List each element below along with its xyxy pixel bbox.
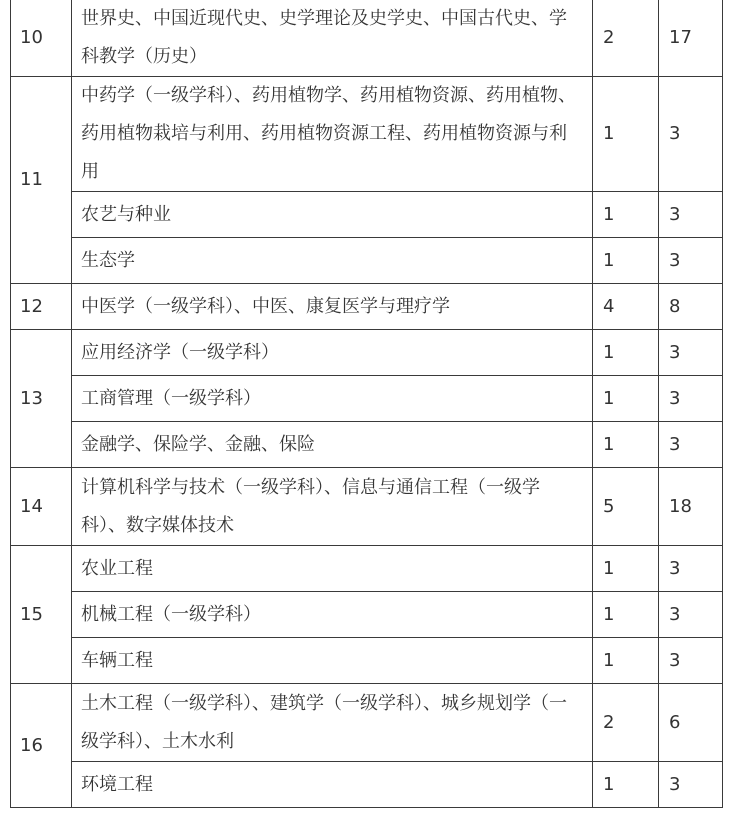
table-row [11, 376, 723, 422]
table-row [11, 238, 723, 284]
count-b-cell: 3 [659, 238, 723, 284]
subject-cell: 中药学（一级学科）、药用植物学、药用植物资源、药用植物、药用植物栽培与利用、药用植物资源工程、药用植物资源与利用 [72, 77, 593, 192]
table-row [11, 77, 723, 192]
count-a-cell: 2 [593, 684, 659, 762]
count-b-cell: 3 [659, 762, 723, 808]
count-b-cell: 3 [659, 376, 723, 422]
subject-cell: 金融学、保险学、金融、保险 [72, 422, 593, 468]
row-number: 10 [11, 0, 72, 77]
subject-cell: 中医学（一级学科）、中医、康复医学与理疗学 [72, 284, 593, 330]
subject-cell: 环境工程 [72, 762, 593, 808]
table-row [11, 638, 723, 684]
count-a-cell: 1 [593, 376, 659, 422]
row-number: 11 [11, 77, 72, 284]
count-b-cell: 3 [659, 638, 723, 684]
count-a-cell: 1 [593, 77, 659, 192]
count-a-cell: 5 [593, 468, 659, 546]
row-number: 12 [11, 284, 72, 330]
subject-cell: 计算机科学与技术（一级学科）、信息与通信工程（一级学科）、数字媒体技术 [72, 468, 593, 546]
count-a-cell: 2 [593, 0, 659, 77]
subject-table [10, 0, 723, 808]
row-number: 14 [11, 468, 72, 546]
subject-cell: 机械工程（一级学科） [72, 592, 593, 638]
subject-cell: 农艺与种业 [72, 192, 593, 238]
count-a-cell: 1 [593, 422, 659, 468]
subject-cell: 工商管理（一级学科） [72, 376, 593, 422]
count-b-cell: 18 [659, 468, 723, 546]
count-a-cell: 4 [593, 284, 659, 330]
table-row [11, 546, 723, 592]
count-a-cell: 1 [593, 238, 659, 284]
subject-cell: 世界史、中国近现代史、史学理论及史学史、中国古代史、学科教学（历史） [72, 0, 593, 77]
count-a-cell: 1 [593, 592, 659, 638]
table-row [11, 284, 723, 330]
count-b-cell: 3 [659, 192, 723, 238]
subject-cell: 农业工程 [72, 546, 593, 592]
table-row [11, 592, 723, 638]
count-b-cell: 3 [659, 77, 723, 192]
subject-cell: 土木工程（一级学科）、建筑学（一级学科）、城乡规划学（一级学科）、土木水利 [72, 684, 593, 762]
count-b-cell: 17 [659, 0, 723, 77]
count-a-cell: 1 [593, 330, 659, 376]
count-b-cell: 6 [659, 684, 723, 762]
table-row [11, 422, 723, 468]
count-b-cell: 3 [659, 330, 723, 376]
count-a-cell: 1 [593, 546, 659, 592]
count-b-cell: 8 [659, 284, 723, 330]
table-row [11, 762, 723, 808]
row-number: 13 [11, 330, 72, 468]
table-row [11, 468, 723, 546]
count-b-cell: 3 [659, 422, 723, 468]
count-b-cell: 3 [659, 592, 723, 638]
table-row [11, 0, 723, 77]
table-row [11, 192, 723, 238]
count-a-cell: 1 [593, 762, 659, 808]
table-row [11, 684, 723, 762]
subject-cell: 车辆工程 [72, 638, 593, 684]
subject-cell: 应用经济学（一级学科） [72, 330, 593, 376]
subject-cell: 生态学 [72, 238, 593, 284]
table-row [11, 330, 723, 376]
count-a-cell: 1 [593, 638, 659, 684]
row-number: 15 [11, 546, 72, 684]
row-number: 16 [11, 684, 72, 808]
count-b-cell: 3 [659, 546, 723, 592]
count-a-cell: 1 [593, 192, 659, 238]
